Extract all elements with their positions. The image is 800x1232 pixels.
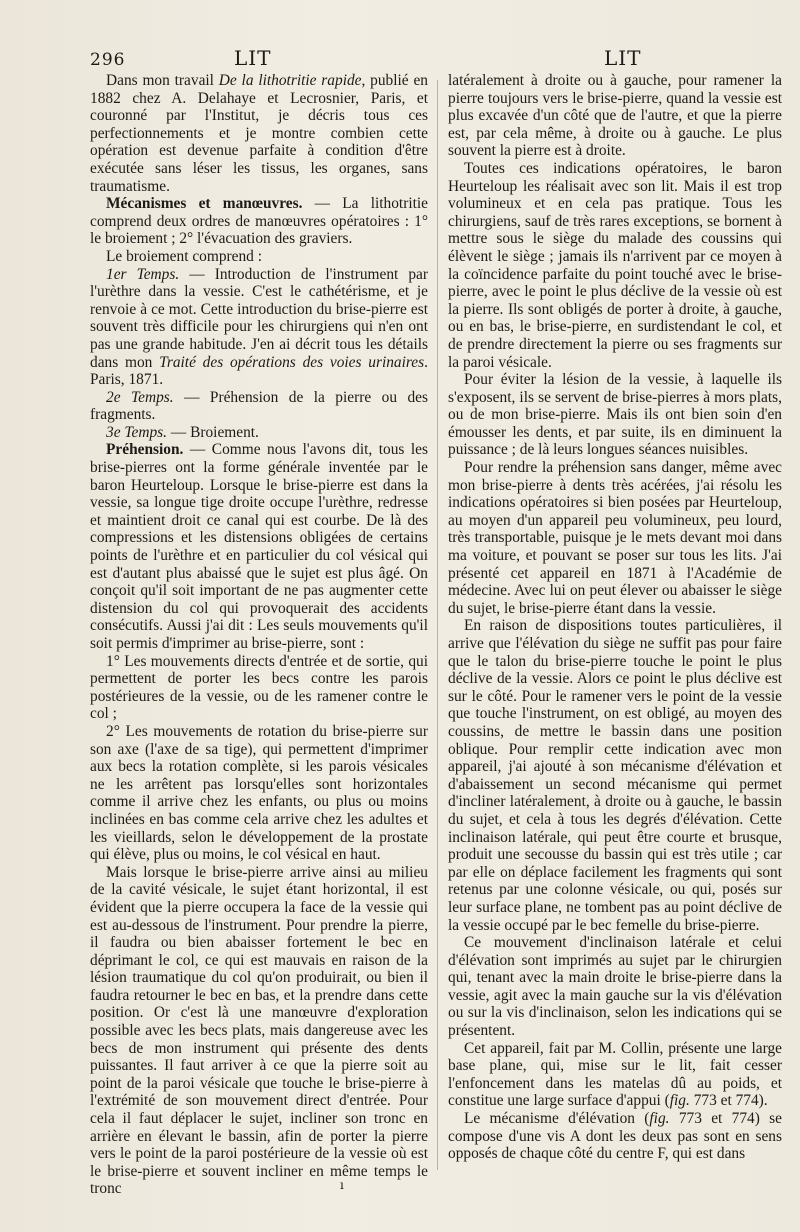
text: — Broiement. (167, 423, 259, 441)
paragraph (90, 389, 428, 424)
text: . Paris, 1871. (90, 353, 428, 389)
paragraph: Ce mouvement d'inclinaison latérale et celui d'élévation sont imprimés au sujet par le chirurgien qui, tenant avec la main droite le brise-pierre dans la vessie, agit avec la main gauche sur la vis d'élévation ou sur la vis d'inclinaison, selon les indications qui se présentent. (448, 934, 782, 1040)
text: — Introduction de l'instrument par l'urèthre dans la vessie. C'est le cathétérisme, et je renvoie à ce mot. Cette introduction du brise-pierre est souvent très difficile pour les chirurgiens qui n'en ont pas une grande habitude. J'en ai décrit tous les détails dans mon (90, 265, 428, 371)
running-head-left: LIT (234, 46, 272, 70)
figure-ref: fig. (649, 1110, 670, 1128)
text: — Préhension de la pierre ou des fragments. (90, 388, 428, 424)
paragraph: 2° Les mouvements de rotation du brise-pierre sur son axe (l'axe de sa tige), qui permettent d'imprimer aux becs la rotation complète, si les parois vésicales ne les arrêtent pas lorsqu'elles sont horizontales comme il arrive chez les enfants, ou plus ou moins inclinées en bas comme cela arrive chez les adultes et les vieillards, selon le développement de la prostate qui élève, plus ou moins, le col vésical en haut. (90, 722, 428, 864)
paragraph (90, 266, 428, 389)
running-head-right: LIT (604, 46, 642, 70)
paragraph: Mais lorsque le brise-pierre arrive ainsi au milieu de la cavité vésicale, le sujet étant horizontal, il est évident que la pierre occupera la face de la vessie qui est au-dessous de l'instrument. Pour prendre la pierre, il faudra ou bien abaisser fortement le bec en déprimant le col, ce qui est mauvais en raison de la lésion traumatique du col qu'on produirait, ou bien il faudra retourner le bec en bas, et la prendre dans cette position. Or c'est là une manœuvre d'exploration possible avec les becs plats, mais dangereuse avec les becs de mon instrument qui présente des dents puissantes. Il faut arriver à ce que la pierre soit au point de la paroi vésicale que touche le brise-pierre à l'extrémité de son mouvement direct d'entrée. Pour cela il faut déplacer le sujet, incliner son tronc en arrière en élevant le bassin, afin de porter la pierre vers le point de la paroi postérieure de la vessie où est le brise-pierre et souvent incliner en même temps le tronc (90, 863, 428, 1198)
section-heading: Préhension. (106, 441, 184, 459)
paragraph (448, 1040, 782, 1110)
page-number: 296 (90, 50, 126, 70)
text: 773 et 774) se compose d'une vis A dont les deux pas sont en sens opposés de chaque côté du centre F, qui est dans (448, 1110, 782, 1163)
paragraph (90, 72, 428, 195)
paragraph: Pour rendre la préhension sans danger, même avec mon brise-pierre à dents très acérées, j'ai résolu les indications opératoires si bien posées par Heurteloup, au moyen d'un appareil peu volumineux, peu lourd, très transportable, puisque je le mets devant moi dans ma voiture, et pouvant se poser sur tous les lits. J'ai présenté cet appareil en 1871 à l'Académie de médecine. Avec lui on peut élever ou abaisser le siège du sujet, le brise-pierre étant dans la vessie. (448, 459, 782, 617)
text: — La lithotritie comprend deux ordres de manœuvres opératoires : 1° le broiement ; 2° l'évacuation des graviers. (90, 195, 428, 248)
text: Dans mon travail (106, 72, 219, 89)
text: — Comme nous l'avons dit, tous les brise-pierres ont la forme générale inventée par le baron Heurteloup. Lorsque le brise-pierre est dans la vessie, sa longue tige droite occupe l'urèthre, redresse et maintient droit ce canal qui est courbe. De là des compressions et les distensions obligées de certains points de l'urèthre et en particulier du col vésical qui est d'autant plus abaissé que le sujet est plus âgé. On conçoit qu'il soit important de ne pas augmenter cette distension du col qui provoquerait des accidents consécutifs. Aussi j'ai dit : Les seuls mouvements qu'il soit permis d'imprimer au brise-pierre, sont : (90, 441, 428, 652)
paragraph (90, 195, 428, 248)
left-column (90, 72, 428, 1198)
text: Le broiement comprend : (106, 247, 262, 265)
text: Le mécanisme d'élévation ( (464, 1110, 650, 1128)
right-column (448, 72, 782, 1163)
paragraph (448, 1110, 782, 1163)
paragraph (90, 441, 428, 652)
paragraph: 1° Les mouvements directs d'entrée et de sortie, qui permettent de porter les becs contre les parois postérieures de la vessie, ou de les ramener contre le col ; (90, 652, 428, 723)
paragraph (90, 248, 428, 266)
step-heading: 2e Temps. (106, 388, 174, 406)
step-heading: 3e Temps. (106, 423, 167, 441)
figure-ref: fig. (669, 1092, 690, 1110)
section-heading: Mécanismes et manœuvres. (106, 195, 303, 213)
paragraph: En raison de dispositions toutes particulières, il arrive que l'élévation du siège ne suffit pas pour faire que le talon du brise-pierre touche le point le plus déclive de la vessie. Alors ce point le plus déclive est sur le côté. Pour le ramener vers le point de la vessie que touche l'instrument, on est obligé, au moyen des coussins, de mettre le bassin dans une position oblique. Pour remplir cette indication avec mon appareil, j'ai ajouté à son mécanisme d'élévation et d'abaissement un second mécanisme qui permet d'incliner latéralement, à droite ou à gauche, le bassin du sujet, et cela à tous les degrés d'élévation. Cette inclinaison latérale, qui peut être courte et brusque, produit une secousse du bassin qui est très utile ; car par elle on déplace facilement les fragments qui sont retenus par une colonne vésicale, ou qui, posés sur leur surface plane, ne tombent pas au point déclive de la vessie occupé par le bec femelle du brise-pierre. (448, 617, 782, 934)
text: , publié en 1882 chez A. Delahaye et Lecrosnier, Paris, et couronné par l'Institut, je décris tous ces perfectionnements et je montre combien cette opération est devenue parfaite à condition d'être exécutée sans léser les tissus, les organes, sans traumatisme. (90, 72, 428, 195)
step-heading: 1er Temps. (106, 265, 180, 283)
text: Cet appareil, fait par M. Collin, présente une large base plane, qui, mise sur le lit, fait cesser l'enfoncement dans les matelas dû au poids, et constitue une large surface d'appui ( (448, 1039, 782, 1110)
book-title: De la lithotritie rapide (218, 72, 362, 89)
paragraph (90, 424, 428, 442)
paragraph: Pour éviter la lésion de la vessie, à laquelle ils s'exposent, ils se servent de brise-pierres à mors plats, ou de mon brise-pierre. Mais ils ont bien soin d'en émousser les dents, et par suite, ils en diminuent la puissance ; de là leurs longues séances nuisibles. (448, 371, 782, 459)
paragraph: Toutes ces indications opératoires, le baron Heurteloup les réalisait avec son lit. Mais il est trop volumineux et en cela pas pratique. Tous les chirurgiens, sauf de très rares exceptions, se bornent à mettre sous le siège du malade des coussins qui élèvent le siège ; jamais ils n'arrivent par ce moyen à la coïncidence parfaite du point touché avec le brise-pierre, avec le point le plus déclive de la vessie où est la pierre. Ils sont obligés de porter à droite, à gauche, ou en bas, le brise-pierre, en surdistendant le col, et de prendre directement la pierre ou ses fragments sur la paroi vésicale. (448, 159, 782, 371)
book-title: Traité des opérations des voies urinaires (159, 353, 425, 371)
text: 773 et 774). (689, 1092, 768, 1110)
footer-mark: ı (340, 1178, 344, 1192)
paragraph: latéralement à droite ou à gauche, pour ramener la pierre toujours vers le brise-pierre, quand la vessie est plus excavée d'un côté que de l'autre, et que la pierre est, par cela même, à droite ou à gauche. Le plus souvent la pierre est à droite. (448, 72, 782, 160)
column-divider (437, 80, 438, 1170)
